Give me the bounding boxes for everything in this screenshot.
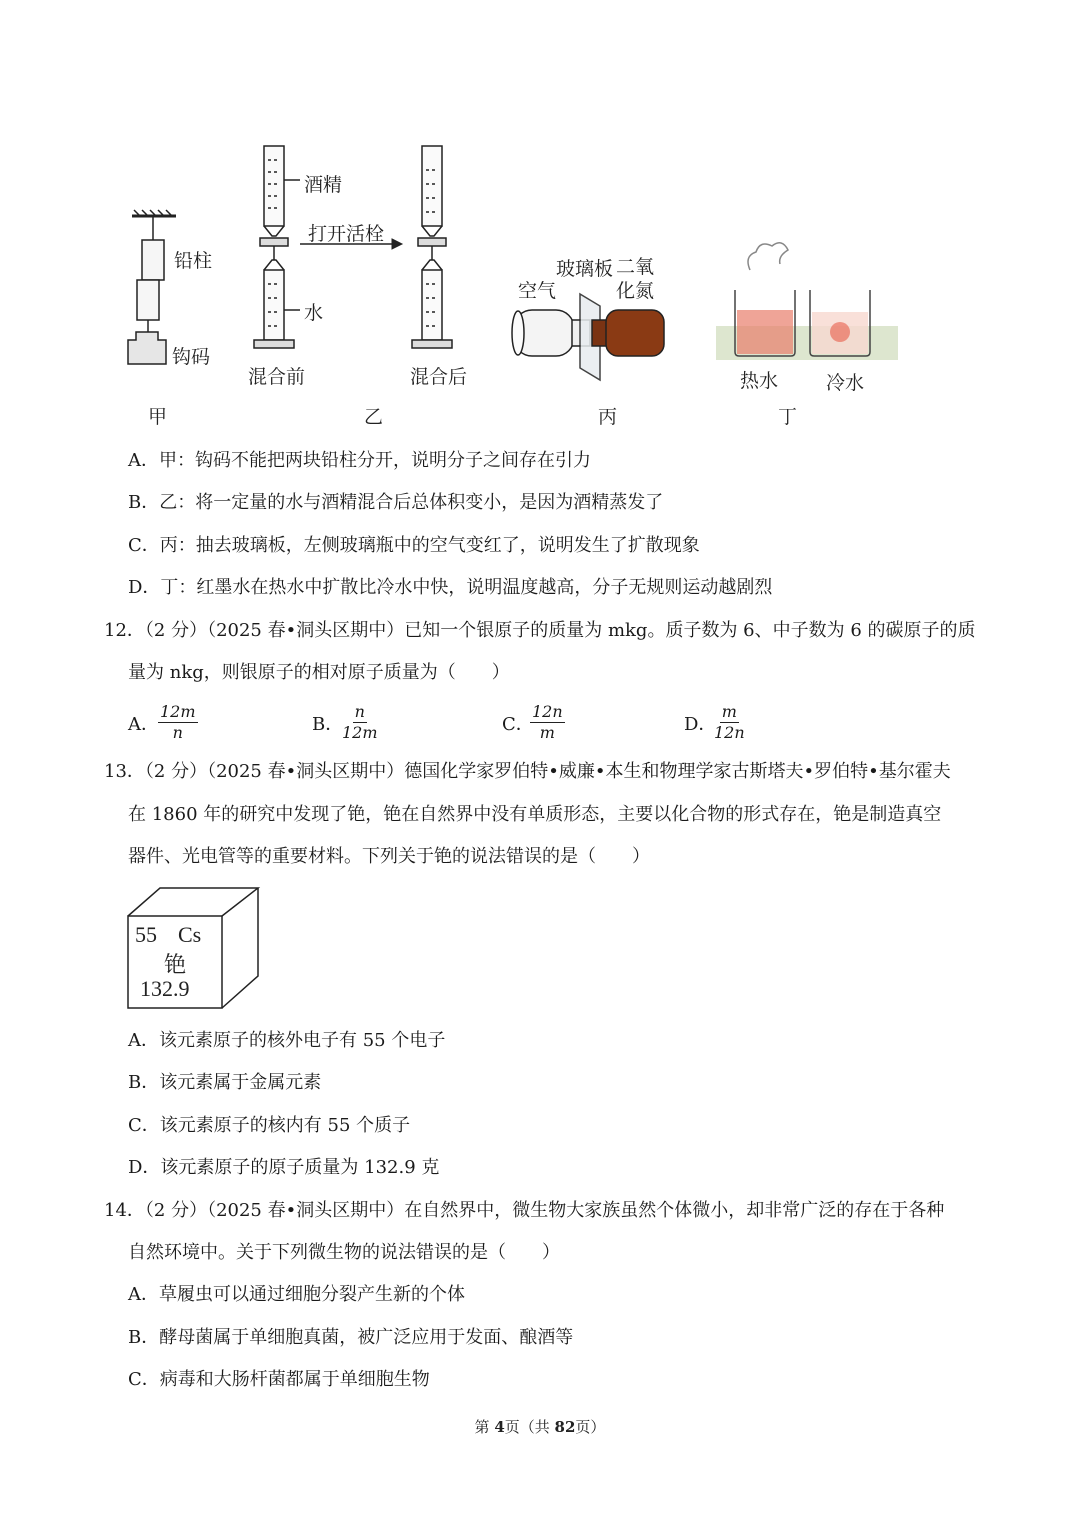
q12-option-a-letter: A． bbox=[128, 714, 159, 735]
page-footer bbox=[0, 1416, 1080, 1437]
q12-option-d-letter: D． bbox=[684, 714, 717, 735]
q11-option-a: A．甲：钩码不能把两块铅柱分开，说明分子之间存在引力 bbox=[128, 450, 591, 471]
label-cold-water: 冷水 bbox=[826, 372, 865, 394]
fraction-numerator: 12m bbox=[160, 702, 196, 721]
fraction-numerator: m bbox=[721, 702, 737, 721]
q13-stem-line2: 在 1860 年的研究中发现了铯，铯在自然界中没有单质形态，主要以化合物的形式存在，铯是制造真空 bbox=[128, 804, 942, 825]
experiment-figure bbox=[120, 140, 910, 430]
lead-column-apparatus bbox=[128, 210, 176, 364]
label-hot-water: 热水 bbox=[740, 370, 779, 392]
q13-stem-line3: 器件、光电管等的重要材料。下列关于铯的说法错误的是（ ） bbox=[128, 846, 650, 867]
alcohol-water-tube-before bbox=[254, 146, 300, 348]
label-water: 水 bbox=[304, 302, 324, 324]
q11-option-c: C．丙：抽去玻璃板，左侧玻璃瓶中的空气变红了，说明发生了扩散现象 bbox=[128, 535, 700, 556]
q13-option-d: D．该元素原子的原子质量为 132.9 克 bbox=[128, 1157, 440, 1178]
fraction-denominator: n bbox=[172, 723, 183, 742]
fraction-denominator: 12m bbox=[342, 723, 378, 742]
footer-total-pages: 82 bbox=[554, 1418, 576, 1436]
q14-option-c: C．病毒和大肠杆菌都属于单细胞生物 bbox=[128, 1369, 430, 1390]
q12-option-a-fraction bbox=[158, 702, 198, 743]
element-atomic-mass: 132.9 bbox=[140, 976, 190, 1001]
alcohol-water-tube-after bbox=[412, 146, 452, 348]
caption-ding: 丁 bbox=[778, 406, 798, 428]
footer-middle: 页（共 bbox=[504, 1418, 555, 1436]
experiment-drawing bbox=[120, 140, 910, 430]
footer-prefix: 第 bbox=[474, 1418, 495, 1436]
q11-option-b: B．乙：将一定量的水与酒精混合后总体积变小，是因为酒精蒸发了 bbox=[128, 492, 664, 513]
element-symbol: Cs bbox=[178, 922, 202, 947]
fraction-numerator: n bbox=[354, 702, 365, 721]
element-name: 铯 bbox=[164, 952, 187, 977]
caption-jia: 甲 bbox=[148, 406, 168, 428]
q13-option-a: A．该元素原子的核外电子有 55 个电子 bbox=[128, 1030, 446, 1051]
caption-yi: 乙 bbox=[364, 406, 384, 428]
footer-suffix: 页） bbox=[575, 1418, 606, 1436]
q11-option-d: D．丁：红墨水在热水中扩散比冷水中快，说明温度越高，分子无规则运动越剧烈 bbox=[128, 577, 773, 598]
q12-option-c-fraction bbox=[530, 702, 565, 743]
q12-option-b-letter: B． bbox=[312, 714, 344, 735]
caption-bing: 丙 bbox=[598, 406, 618, 428]
label-no2-line2: 化氮 bbox=[616, 280, 655, 302]
beakers bbox=[716, 243, 898, 360]
label-lead-column: 铅柱 bbox=[174, 250, 213, 272]
q12-stem-line2: 量为 nkg，则银原子的相对原子质量为（ ） bbox=[128, 662, 510, 683]
label-alcohol: 酒精 bbox=[304, 174, 343, 196]
q14-stem-line1: 14．（2 分）（2025 春•洞头区期中）在自然界中，微生物大家族虽然个体微小，却非常广泛的存在于各种 bbox=[104, 1200, 945, 1221]
element-atomic-number: 55 bbox=[135, 922, 157, 947]
q12-stem-line1: 12．（2 分）（2025 春•洞头区期中）已知一个银原子的质量为 mkg。质子数为 6、中子数为 6 的碳原子的质 bbox=[104, 620, 976, 641]
q12-option-d-fraction bbox=[712, 702, 747, 743]
label-hook-weight: 钩码 bbox=[172, 346, 211, 368]
fraction-denominator: m bbox=[539, 723, 555, 742]
fraction-denominator: 12n bbox=[714, 723, 745, 742]
label-no2-line1: 二氧 bbox=[616, 256, 655, 278]
footer-page-number: 4 bbox=[494, 1418, 505, 1436]
gas-bottles bbox=[512, 294, 664, 380]
q13-stem-line1: 13．（2 分）（2025 春•洞头区期中）德国化学家罗伯特•威廉•本生和物理学家古斯塔夫•罗伯特•基尔霍夫 bbox=[104, 761, 951, 782]
q12-option-c-letter: C． bbox=[502, 714, 534, 735]
element-card-cesium bbox=[126, 886, 262, 1012]
label-open-valve: 打开活栓 bbox=[308, 223, 385, 245]
label-before-mixing: 混合前 bbox=[248, 366, 306, 388]
q12-option-b-fraction bbox=[340, 702, 380, 743]
label-air: 空气 bbox=[518, 280, 557, 302]
q14-option-a: A．草履虫可以通过细胞分裂产生新的个体 bbox=[128, 1284, 465, 1305]
label-after-mixing: 混合后 bbox=[410, 366, 468, 388]
q13-option-c: C．该元素原子的核内有 55 个质子 bbox=[128, 1115, 411, 1136]
q14-stem-line2: 自然环境中。关于下列微生物的说法错误的是（ ） bbox=[128, 1242, 560, 1263]
q14-option-b: B．酵母菌属于单细胞真菌，被广泛应用于发面、酿酒等 bbox=[128, 1327, 574, 1348]
q13-option-b: B．该元素属于金属元素 bbox=[128, 1072, 322, 1093]
fraction-numerator: 12n bbox=[532, 702, 563, 721]
label-glass-plate: 玻璃板 bbox=[556, 258, 614, 280]
